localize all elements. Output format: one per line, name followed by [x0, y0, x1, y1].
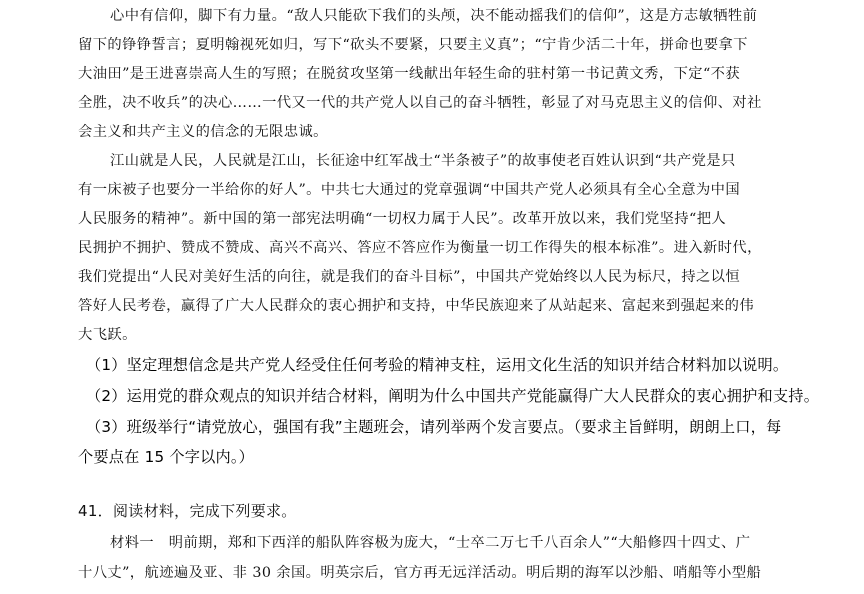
passage-line: 民拥护不拥护、赞成不赞成、高兴不高兴、答应不答应作为衡量一切工作得失的根本标准”。进入新时代，: [78, 240, 762, 256]
passage-line: 我们党提出“人民对美好生活的向往，就是我们的奋斗目标”，中国共产党始终以人民为标尺，持之以恒: [78, 269, 741, 285]
question-2: （2）运用党的群众观点的知识并结合材料，阐明为什么中国共产党能赢得广大人民群众的衷心拥护和支持。: [86, 387, 820, 405]
passage-line: 心中有信仰，脚下有力量。“敌人只能砍下我们的头颅，决不能动摇我们的信仰”，这是方志敏牺牲前: [110, 8, 758, 24]
passage-line: 全胜，决不收兵”的决心……一代又一代的共产党人以自己的奋斗牺牲，彰显了对马克思主义的信仰、对社: [78, 95, 762, 111]
material-one-line: 材料一 明前期，郑和下西洋的船队阵容极为庞大，“士卒二万七千八百余人”“大船修四十四丈、广: [110, 535, 751, 551]
material-one-line: 十八丈”，航迹遍及亚、非 30 余国。明英宗后，官方再无远洋活动。明后期的海军以沙船、哨船等小型船: [78, 565, 762, 581]
passage-line: 人民服务的精神”。新中国的第一部宪法明确“一切权力属于人民”。改革开放以来，我们党坚持“把人: [78, 211, 727, 227]
passage-line: 答好人民考卷，赢得了广大人民群众的衷心拥护和支持，中华民族迎来了从站起来、富起来到强起来的伟: [78, 298, 755, 314]
passage-line: 大油田”是王进喜崇高人生的写照；在脱贫攻坚第一线献出年轻生命的驻村第一书记黄文秀，下定“不获: [78, 66, 741, 82]
question-1: （1）坚定理想信念是共产党人经受住任何考验的精神支柱，运用文化生活的知识并结合材料加以说明。: [86, 356, 789, 374]
question-3-continued: 个要点在 15 个字以内。）: [78, 448, 255, 466]
passage-line: 会主义和共产主义的信念的无限忠诚。: [78, 124, 328, 140]
passage-line: 江山就是人民，人民就是江山，长征途中红军战士“半条被子”的故事使老百姓认识到“共产党是只: [110, 153, 736, 169]
question-41-heading: 41．阅读材料，完成下列要求。: [78, 502, 297, 520]
passage-line: 有一床被子也要分一半给你的好人”。中共七大通过的党章强调“中国共产党人必须具有全心全意为中国: [78, 182, 741, 198]
passage-line: 大飞跃。: [78, 327, 137, 343]
passage-line: 留下的铮铮誓言；夏明翰视死如归，写下“砍头不要紧，只要主义真”；“宁肯少活二十年，拼命也要拿下: [78, 37, 748, 53]
question-3: （3）班级举行“请党放心，强国有我”主题班会，请列举两个发言要点。（要求主旨鲜明，朗朗上口，每: [86, 418, 782, 436]
